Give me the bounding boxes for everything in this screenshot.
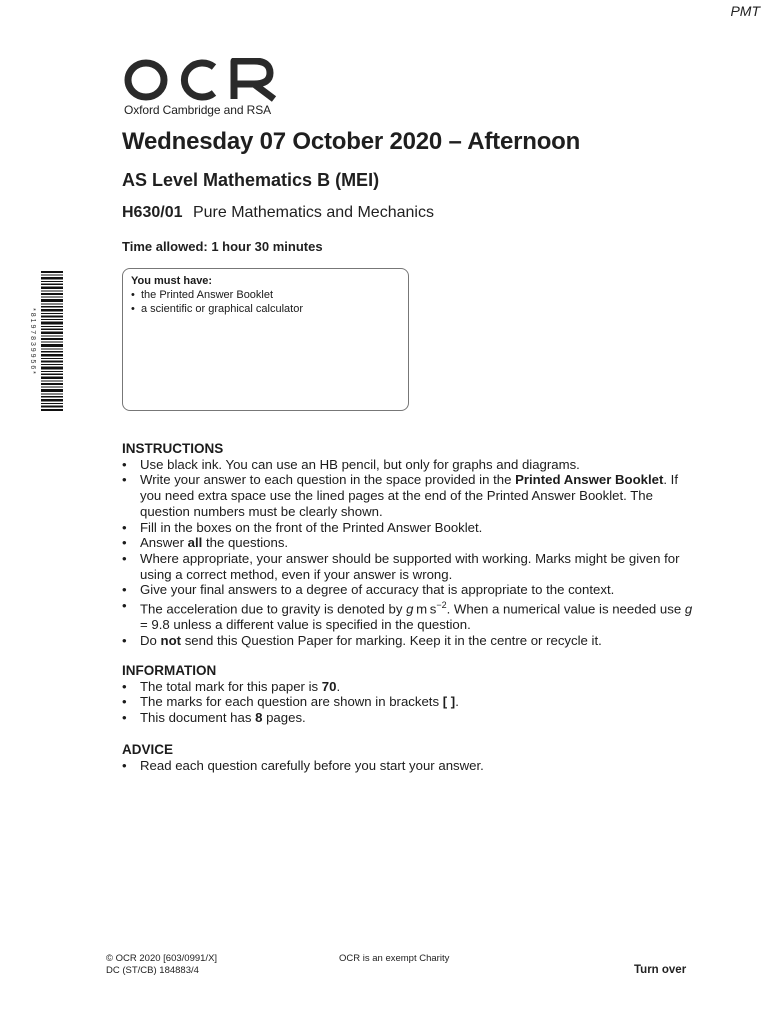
information-item: • The total mark for this paper is 70. [122,679,694,695]
must-have-item: • the Printed Answer Booklet [131,289,274,301]
logo-subtitle: Oxford Cambridge and RSA [124,103,272,117]
footer-copyright [106,953,217,977]
information-item: • The marks for each question are shown in brackets [ ]. [122,694,694,710]
advice-item: • Read each question carefully before you start your answer. [122,758,694,774]
corner-mark: PMT [730,3,760,19]
instruction-item: • The acceleration due to gravity is denoted by g m $s^{-2}$. When a numerical value is needed use g = 9.8 unless a different value is specified in the question. [122,598,694,633]
time-allowed: Time allowed: 1 hour 30 minutes [122,239,323,254]
instructions-section [122,441,694,649]
information-list [122,679,694,726]
instructions-heading: INSTRUCTIONS [122,441,224,456]
advice-heading: ADVICE [122,742,174,757]
paper-code: H630/01 [122,204,183,221]
copyright-text: © OCR 2020 [603/0991/X] [106,953,218,964]
information-heading: INFORMATION [122,663,217,678]
information-item: • This document has 8 pages. [122,710,694,726]
barcode [27,271,63,411]
qualification-title: AS Level Mathematics B (MEI) [122,170,380,190]
document-ref: DC (ST/CB) 184883/4 [106,965,199,976]
turn-over: Turn over [634,964,687,976]
instruction-item: • Fill in the boxes on the front of the Printed Answer Booklet. [122,520,694,536]
instruction-item: • Where appropriate, your answer should be supported with working. Marks might be given for using a correct method, even if your answer is wrong. [122,551,694,582]
paper-title: Pure Mathematics and Mechanics [192,204,434,221]
advice-section [122,742,694,773]
ocr-logo [124,58,284,117]
exam-date-title: Wednesday 07 October 2020 – Afternoon [122,128,581,155]
paper-code-line [122,204,434,222]
advice-list [122,758,694,774]
information-section [122,663,694,726]
charity-note: OCR is an exempt Charity [339,953,450,964]
must-have-heading: You must have: [131,275,213,287]
instruction-item: • Use black ink. You can use an HB pencil, but only for graphs and diagrams. [122,457,694,473]
instruction-item: • Write your answer to each question in the space provided in the Printed Answer Booklet. If you need extra space use the lined pages at the end of the Printed Answer Booklet. The question numbers must be clearly shown. [122,472,694,519]
instruction-item: • Give your final answers to a degree of accuracy that is appropriate to the context. [122,582,694,598]
barcode-digits: * 8 1 9 7 8 3 9 9 5 6 * [29,308,36,374]
instruction-item: • Do not send this Question Paper for marking. Keep it in the centre or recycle it. [122,633,694,649]
instructions-list [122,457,694,649]
instruction-item: • Answer all the questions. [122,535,694,551]
must-have-box [122,268,409,411]
must-have-item: • a scientific or graphical calculator [131,303,303,315]
ocr-logo-mark [124,58,280,102]
